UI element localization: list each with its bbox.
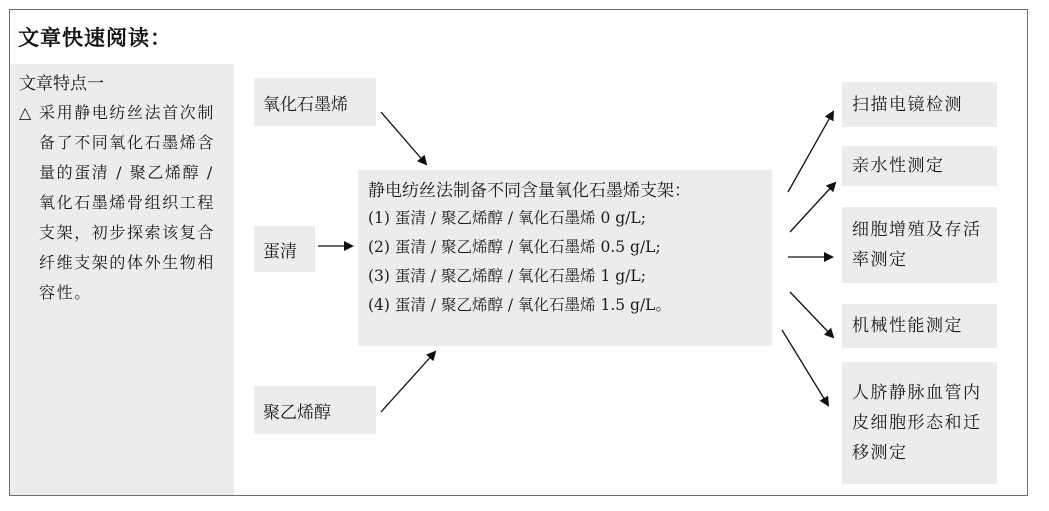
triangle-bullet-icon: △ bbox=[19, 103, 32, 122]
output-huvec-label: 人脐静脉血管内皮细胞形态和迁移测定 bbox=[852, 383, 982, 463]
input-graphene-oxide-label: 氧化石墨烯 bbox=[263, 94, 348, 115]
input-egg-white-label: 蛋清 bbox=[263, 241, 297, 262]
arrow-pva-to-process bbox=[381, 352, 435, 412]
arrow-process-to-sem bbox=[788, 112, 833, 192]
arrow-process-to-mechanical bbox=[790, 292, 833, 337]
output-mechanical-label: 机械性能测定 bbox=[852, 316, 963, 336]
input-pva-label: 聚乙烯醇 bbox=[263, 402, 331, 423]
arrow-process-to-huvec bbox=[782, 330, 828, 405]
output-sem-label: 扫描电镜检测 bbox=[852, 94, 963, 115]
output-cell-proliferation-label: 细胞增殖及存活率测定 bbox=[852, 220, 982, 270]
arrow-graphene-to-process bbox=[381, 112, 426, 164]
process-item: (3) 蛋清 / 聚乙烯醇 / 氧化石墨烯 1 g/L; bbox=[368, 267, 646, 285]
process-item: (1) 蛋清 / 聚乙烯醇 / 氧化石墨烯 0 g/L; bbox=[368, 209, 646, 227]
output-hydrophilicity-label: 亲水性测定 bbox=[852, 156, 945, 176]
diagram-heading: 文章快速阅读： bbox=[18, 26, 172, 50]
process-item: (2) 蛋清 / 聚乙烯醇 / 氧化石墨烯 0.5 g/L; bbox=[368, 238, 661, 256]
features-text: 采用静电纺丝法首次制备了不同氧化石墨烯含量的蛋清 / 聚乙烯醇 / 氧化石墨烯骨组织工程支架，初步探索该复合纤维支架的体外生物相容性。 bbox=[39, 103, 216, 302]
process-title: 静电纺丝法制备不同含量氧化石墨烯支架： bbox=[368, 181, 691, 201]
arrow-process-to-hydrophilicity bbox=[790, 183, 835, 232]
features-title: 文章特点一 bbox=[19, 74, 104, 94]
process-item: (4) 蛋清 / 聚乙烯醇 / 氧化石墨烯 1.5 g/L。 bbox=[368, 296, 671, 314]
